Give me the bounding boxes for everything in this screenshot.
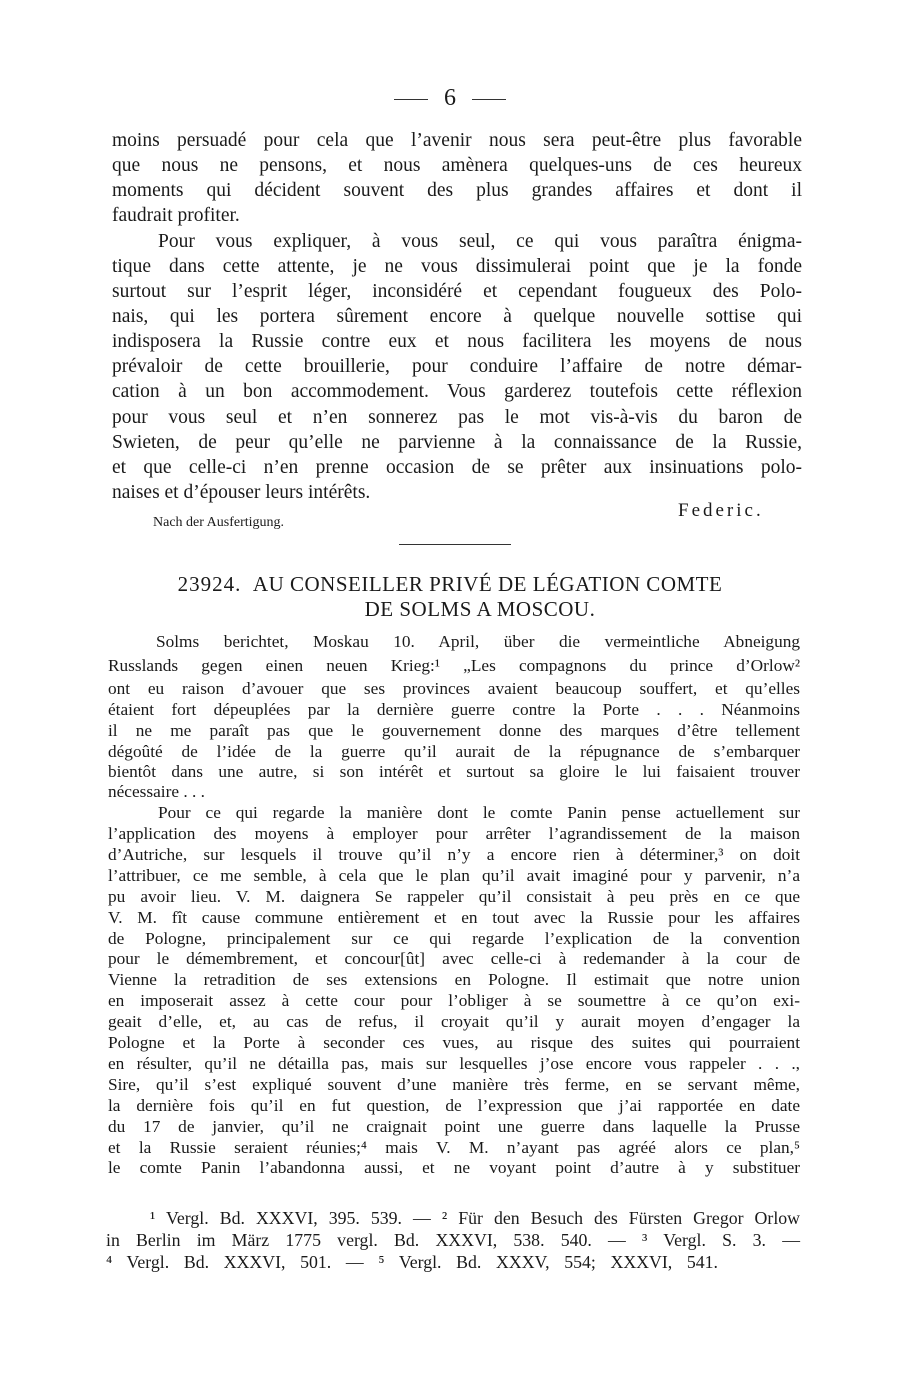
report-line: il ne me paraît pas que le gouvernement donne des marques d’être tellement <box>108 721 800 740</box>
page-number: 6 <box>444 85 456 111</box>
report-line: la dernière fois qu’il en fut question, de l’expression que j’ai rapportée en date <box>108 1096 800 1115</box>
letter-line: moins persuadé pour cela que l’avenir nous sera peut-être plus favorable <box>112 130 802 151</box>
report-line: nécessaire . . . <box>108 782 205 801</box>
report-line: en résulter, qu’il ne détailla pas, mais sur lesquelles j’ose encore vous rappeler . . ., <box>108 1054 800 1073</box>
letter-line: nais, qui les portera sûrement encore à quelque nouvelle sottise qui <box>112 306 802 327</box>
report-line: Pologne et la Porte à seconder ces vues, au risque des suites qui pourraient <box>108 1033 800 1052</box>
letter-line: et que celle-ci n’en prenne occasion de se prêter aux insinuations polo- <box>112 457 802 478</box>
report-line: l’application des moyens à employer pour arrêter l’agrandissement de la maison <box>108 824 800 843</box>
report-line: le comte Panin l’abandonna aussi, et ne voyant point d’autre à y substituer <box>108 1158 800 1177</box>
report-line: Russlands gegen einen neuen Krieg:¹ „Les compagnons du prince d’Orlow² <box>108 656 800 675</box>
letter-number: 23924. <box>177 572 242 596</box>
letter-line: faudrait profiter. <box>112 205 240 226</box>
report-line: et la Russie seraient réunies;⁴ mais V. M. n’ayant pas agréé alors ce plan,⁵ <box>108 1138 800 1157</box>
footnote-line: ⁴ Vergl. Bd. XXXVI, 501. — ⁵ Vergl. Bd. XXXV, 554; XXXVI, 541. <box>106 1252 718 1272</box>
report-line: du 17 de janvier, qu’il ne craignait point une guerre dans laquelle la Prusse <box>108 1117 800 1136</box>
letter-line: pour vous seul et n’en sonnerez pas le mot vis-à-vis du baron de <box>112 407 802 428</box>
report-line: V. M. fît cause commune entièrement et en tout avec la Russie pour les affaires <box>108 908 800 927</box>
letter-heading-line2: DE SOLMS A MOSCOU. <box>364 597 596 621</box>
report-line: Vienne la retradition de ses extensions en Pologne. Il estimait que notre union <box>108 970 800 989</box>
report-line: ont eu raison d’avouer que ses provinces avaient beaucoup souffert, et qu’elles <box>108 679 800 698</box>
report-line: pour le démembrement, et concour[ût] avec celle-ci à redemander à la cour de <box>108 949 800 968</box>
letter-line: tique dans cette attente, je ne vous dissimulerai point que je la fonde <box>112 256 802 277</box>
report-line: de Pologne, principalement sur ce qui regarde l’explication de la convention <box>108 929 800 948</box>
letter-line: que nous ne pensons, et nous amènera quelques-uns de ces heureux <box>112 155 802 176</box>
letter-heading-line1 <box>0 572 900 597</box>
letter-line: surtout sur l’esprit léger, inconsidéré et cependant fougueux des Polo- <box>112 281 802 302</box>
report-line: geait d’elle, et, au cas de refus, il croyait qu’il y aurait moyen d’engager la <box>108 1012 800 1031</box>
source-note: Nach der Ausfertigung. <box>153 515 285 530</box>
report-line: Pour ce qui regarde la manière dont le comte Panin pense actuellement sur <box>158 803 800 822</box>
heading-text-line1: AU CONSEILLER PRIVÉ DE LÉGATION COMTE <box>252 572 723 596</box>
report-line: l’attribuer, ce me semble, à cela que le plan qu’il avait imaginé pour y parvenir, n’a <box>108 866 800 885</box>
header-rule-left <box>394 99 428 100</box>
page-header <box>0 84 900 112</box>
footnote-line: ¹ Vergl. Bd. XXXVI, 395. 539. — ² Für den Besuch des Fürsten Gregor Orlow <box>150 1208 800 1228</box>
letter-line: naises et d’épouser leurs intérêts. <box>112 482 371 503</box>
report-line: étaient fort dépeuplées par la dernière guerre contre la Porte . . . Néanmoins <box>108 700 800 719</box>
letter-line: Pour vous expliquer, à vous seul, ce qui vous paraîtra énigma- <box>158 231 802 252</box>
report-line: en imposerait assez à cette cour pour l’obliger à se soumettre à ce qu’on exi- <box>108 991 800 1010</box>
footnote-line: in Berlin im März 1775 vergl. Bd. XXXVI, 538. 540. — ³ Vergl. S. 3. — <box>106 1230 800 1250</box>
report-line: Sire, qu’il s’est expliqué souvent d’une manière très ferme, en se servant même, <box>108 1075 800 1094</box>
letter-line: cation à un bon accommodement. Vous garderez toutefois cette réflexion <box>112 381 802 402</box>
header-rule-right <box>472 99 506 100</box>
letter-line: moments qui décident souvent des plus grandes affaires et dont il <box>112 180 802 201</box>
report-line: Solms berichtet, Moskau 10. April, über die vermeintliche Abneigung <box>156 632 800 651</box>
signature: Federic. <box>678 500 764 521</box>
letter-line: prévaloir de cette brouillerie, pour conduire l’affaire de notre démar- <box>112 356 802 377</box>
report-line: dégoûté de l’idée de la guerre qu’il aurait de la répugnance de s’embarquer <box>108 742 800 761</box>
letter-line: indisposera la Russie contre eux et nous facilitera les moyens de nous <box>112 331 802 352</box>
report-line: d’Autriche, sur lesquels il trouve qu’il n’y a encore rien à déterminer,³ on doit <box>108 845 800 864</box>
report-line: pu avoir lieu. V. M. daignera Se rappeler qu’il consistait à peu près en ce que <box>108 887 800 906</box>
section-divider <box>399 544 511 545</box>
report-line: bientôt dans une autre, si son intérêt et surtout sa gloire le lui faisaient trouver <box>108 762 800 781</box>
letter-line: Swieten, de peur qu’elle ne parvienne à la connaissance de la Russie, <box>112 432 802 453</box>
